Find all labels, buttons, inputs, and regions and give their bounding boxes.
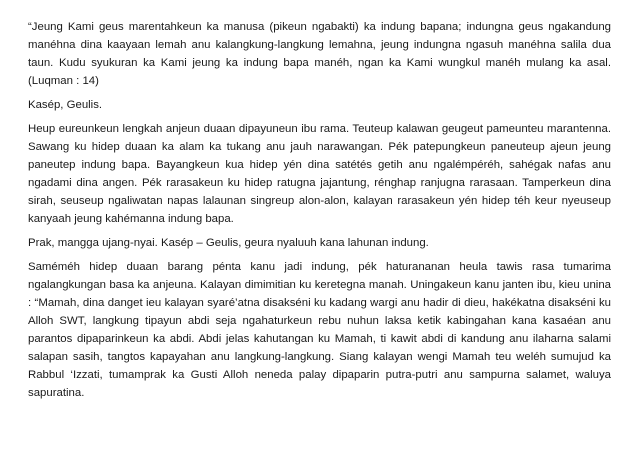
paragraph-greeting: Kasép, Geulis. (28, 99, 103, 111)
paragraph-gratitude: Saméméh hidep duaan barang pénta kanu jadi indung, pék haturananan heula tawis rasa tumarima ngalangkungan basa ka anjeuna. Kalayan dimimitian ku keretegna manah. Uningakeun kanu janten ibu, kieu unina : “Mamah, dina danget ieu kalayan syaré’atna disakséni ku kadang wargi anu hadir di dieu, hakékatna disakséni ku Alloh SWT, langkung tipayun abdi seja ngahaturkeun rebu nuhun laksa ketik kabingahan kana kasaéan anu parantos dipaparinkeun ka abdi. Abdi jelas kahutangan ku Mamah, ti kawit abdi di kandung anu ilaharna salami salapan sasih, tangtos kapayahan anu langkung-langkung. Siang kalayan wengi Mamah teu weléh sumujud ka Rabbul ‘Izzati, tumamprak ka Gusti Alloh neneda palay dipaparin putra-putri anu sampurna salamet, waluya sapuratina. (28, 261, 611, 399)
document-page (28, 18, 611, 408)
paragraph-reflection: Heup eureunkeun lengkah anjeun duaan dipayuneun ibu rama. Teuteup kalawan geugeut pameunteu marantenna. Sawang ku hidep duaan ka alam ka tukang anu jauh narawangan. Pék patepungkeun paneuteup ajeun jeung paneutep indung bapa. Bayangkeun kua hidep yén dina satétés getih anu ngalémpéréh, sahégak nafas anu ngadami dina angen. Pék rarasakeun ku hidep ratugna jajantung, rénghap ranjugna rarasaan. Tamperkeun dina sirah, seuseup ngaliwatan napas lalaunan singreup alon-alon, kalayan rarasakeun yén hidep téh keur nyeuseup kanyaah jeung kahémanna indung bapa. (28, 123, 611, 225)
paragraph-quote: “Jeung Kami geus marentahkeun ka manusa (pikeun ngabakti) ka indung bapana; indungna geus ngakandung manéhna dina kaayaan lemah anu kalangkung-langkung lemahna, jeung indungna ngasuh manéhna salila dua taun. Kudu syukuran ka Kami jeung ka indung bapa manéh, ngan ka Kami wungkul manéh mulang ka asal. (Luqman : 14) (28, 21, 611, 87)
paragraph-invitation: Prak, mangga ujang-nyai. Kasép – Geulis, geura nyaluuh kana lahunan indung. (28, 237, 429, 249)
